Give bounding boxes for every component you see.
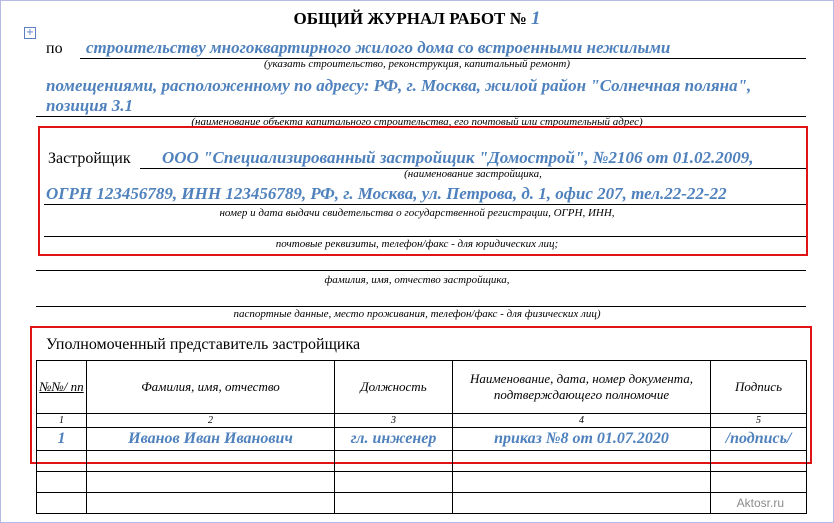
object-prefix: по bbox=[46, 40, 63, 57]
col-index: 2 bbox=[87, 414, 335, 428]
col-index: 3 bbox=[335, 414, 453, 428]
col-index: 5 bbox=[711, 414, 807, 428]
col-header-signature: Подпись bbox=[711, 361, 807, 414]
table-index-row bbox=[37, 414, 807, 428]
col-header-position: Должность bbox=[335, 361, 453, 414]
col-index: 1 bbox=[37, 414, 87, 428]
row-document: приказ №8 от 01.07.2020 bbox=[453, 428, 711, 451]
fill-line bbox=[36, 270, 806, 271]
fill-line bbox=[44, 236, 806, 237]
row-position: гл. инженер bbox=[335, 428, 453, 451]
developer-hint-4: фамилия, имя, отчество застройщика, bbox=[324, 274, 510, 286]
col-index: 4 bbox=[453, 414, 711, 428]
developer-hint-1: (наименование застройщика, bbox=[404, 168, 542, 180]
representative-heading: Уполномоченный представитель застройщика bbox=[46, 336, 361, 353]
object-line-1: строительству многоквартирного жилого дома со встроенными нежилыми bbox=[86, 38, 671, 57]
developer-hint-3: почтовые реквизиты, телефон/факс - для юридических лиц; bbox=[275, 238, 559, 250]
table-header-row bbox=[37, 361, 807, 414]
fill-line bbox=[44, 204, 806, 205]
object-line-3: позиция 3.1 bbox=[46, 96, 133, 115]
object-hint-1: (указать строительство, реконструкция, капитальный ремонт) bbox=[263, 58, 571, 70]
page-title bbox=[0, 8, 834, 30]
col-header-number: №№/ пп bbox=[37, 361, 87, 414]
developer-label: Застройщик bbox=[48, 150, 131, 167]
developer-line-1: ООО "Специализированный застройщик "Домострой", №2106 от 01.02.2009, bbox=[162, 148, 754, 167]
table-move-handle-icon[interactable]: + bbox=[25, 27, 35, 38]
developer-hint-2: номер и дата выдачи свидетельства о государственной регистрации, ОГРН, ИНН, bbox=[219, 207, 615, 219]
row-signature: /подпись/ bbox=[711, 428, 807, 451]
representative-table bbox=[36, 360, 807, 514]
col-header-document: Наименование, дата, номер документа, подтверждающего полномочие bbox=[453, 361, 711, 414]
object-hint-2: (наименование объекта капитального строительства, его почтовый или строительный адрес) bbox=[191, 116, 643, 128]
watermark: Aktosr.ru bbox=[736, 496, 784, 510]
row-name: Иванов Иван Иванович bbox=[87, 428, 335, 451]
developer-line-2: ОГРН 123456789, ИНН 123456789, РФ, г. Москва, ул. Петрова, д. 1, офис 207, тел.22-22-22 bbox=[46, 184, 727, 203]
col-header-name: Фамилия, имя, отчество bbox=[87, 361, 335, 414]
developer-hint-5: паспортные данные, место проживания, телефон/факс - для физических лиц) bbox=[233, 308, 601, 320]
table-row bbox=[37, 472, 807, 493]
title-text: ОБЩИЙ ЖУРНАЛ РАБОТ № bbox=[293, 9, 527, 28]
table-row bbox=[37, 428, 807, 451]
object-line-2: помещениями, расположенному по адресу: РФ, г. Москва, жилой район "Солнечная поляна", bbox=[46, 76, 752, 95]
row-number: 1 bbox=[37, 428, 87, 451]
journal-number: 1 bbox=[530, 8, 541, 29]
table-row bbox=[37, 451, 807, 472]
fill-line bbox=[36, 306, 806, 307]
table-row bbox=[37, 493, 807, 514]
